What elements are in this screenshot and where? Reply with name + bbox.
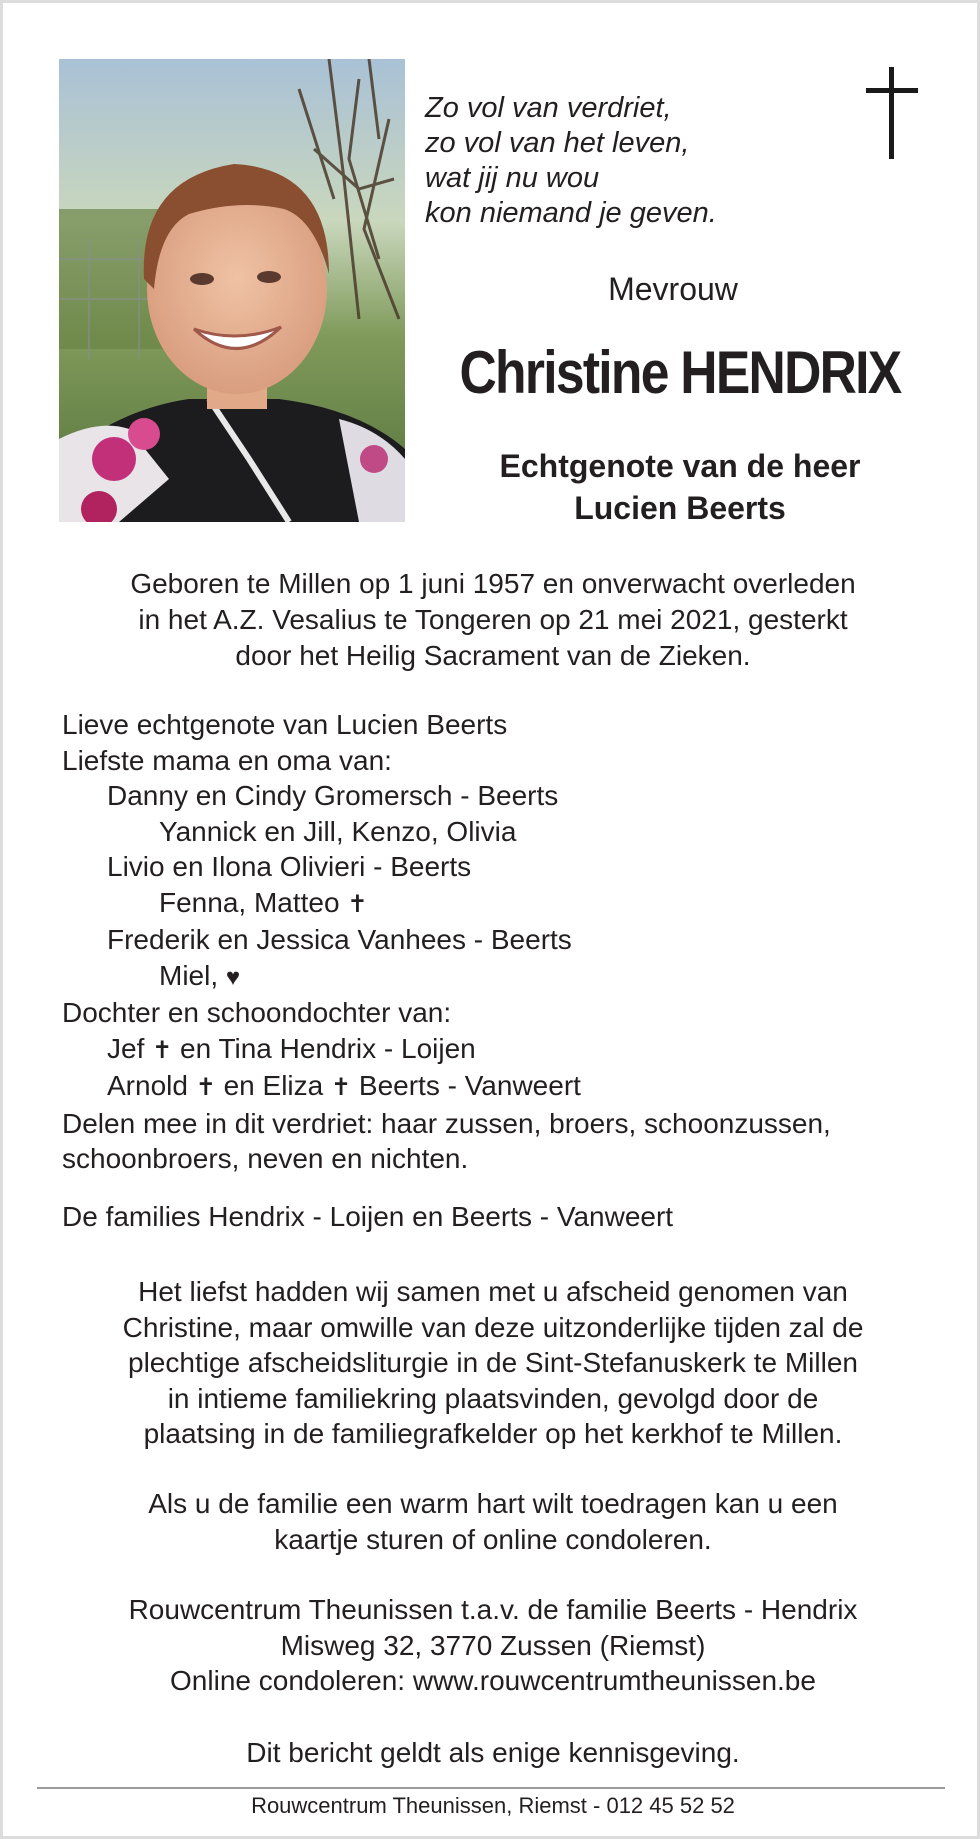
poem [425,91,717,231]
birth-line: in het A.Z. Vesalius te Tongeren op 21 mei 2021, gesterkt [138,604,848,635]
farewell-line: Het liefst hadden wij samen met u afscheid genomen van [138,1276,848,1307]
farewell-line: plaatsing in de familiegrafkelder op het kerkhof te Millen. [143,1418,843,1449]
contact-website: Online condoleren: www.rouwcentrumtheunissen.be [170,1665,816,1696]
parent-name: en Tina Hendrix - Loijen [180,1032,476,1064]
child-entry: Livio en Ilona Olivieri - Beerts [107,851,472,882]
contact-line: Rouwcentrum Theunissen t.a.v. de familie Beerts - Hendrix [128,1594,858,1625]
parents-entry [62,1068,831,1106]
poem-line: Zo vol van verdriet, [425,92,672,124]
share-line: Delen mee in dit verdriet: haar zussen, broers, schoonzussen, [62,1107,831,1139]
salutation: Mevrouw [608,271,738,307]
parent-name: en Eliza [223,1070,324,1101]
poem-line: zo vol van het leven, [425,127,690,159]
farewell-line: in intieme familiekring plaatsvinden, gevolgd door de [167,1382,819,1414]
footer-text: Rouwcentrum Theunissen, Riemst - 012 45 52 52 [251,1793,735,1818]
birth-line: door het Heilig Sacrament van de Zieken. [235,640,751,671]
birth-death-info [43,566,943,674]
parents-heading: Dochter en schoondochter van: [62,997,452,1028]
deceased-cross-icon: ✝ [331,1074,352,1101]
parent-name: Jef [107,1032,145,1064]
deceased-cross-icon: ✝ [152,1036,173,1064]
deceased-cross-icon: ✝ [195,1074,216,1101]
children-heading: Liefste mama en oma van: [62,744,392,776]
poem-line: kon niemand je geven. [425,197,717,229]
contact-address: Misweg 32, 3770 Zussen (Riemst) [280,1629,706,1661]
deceased-cross-icon: ✝ [347,890,368,918]
portrait-illustration [59,59,405,522]
parents-entry [62,1031,831,1069]
farewell-paragraph [43,1274,943,1452]
grandchildren-entry: Yannick en Jill, Kenzo, Olivia [159,815,517,847]
family-list [62,707,831,1177]
grandchildren-entry [62,958,831,996]
families-signature: De families Hendrix - Loijen en Beerts - Vanweert [62,1201,674,1232]
obituary-card [3,3,977,1836]
family-spouse: Lieve echtgenote van Lucien Beerts [62,709,508,740]
heart-icon: ♥ [225,963,241,991]
farewell-line: plechtige afscheidsliturgie in de Sint-Stefanuskerk te Millen [128,1347,858,1378]
child-entry: Frederik en Jessica Vanhees - Beerts [107,924,572,955]
spouse-info [423,445,937,529]
poem-line: wat jij nu wou [425,162,600,194]
cross-icon [864,63,924,163]
portrait-photo [59,59,405,522]
condolence-line: kaartje sturen of online condoleren. [274,1523,712,1555]
contact-info [43,1592,943,1699]
birth-line: Geboren te Millen op 1 juni 1957 en onverwacht overleden [130,568,856,599]
spouse-line: Echtgenote van de heer [499,448,861,484]
parent-name: Arnold [107,1070,188,1101]
grandchildren-entry [62,885,831,923]
grandchildren-names: Fenna, Matteo [159,886,340,918]
grandchildren-names: Miel, [159,959,219,991]
condolence-line: Als u de familie een warm hart wilt toedragen kan u een [148,1488,838,1519]
farewell-line: Christine, maar omwille van deze uitzonderlijke tijden zal de [122,1311,864,1343]
footer-divider [37,1787,945,1789]
child-entry: Danny en Cindy Gromersch - Beerts [107,780,559,811]
parent-name: Beerts - Vanweert [358,1070,581,1101]
spouse-line: Lucien Beerts [574,490,786,526]
share-line: schoonbroers, neven en nichten. [62,1143,469,1174]
notice-text: Dit bericht geldt als enige kennisgeving. [246,1737,740,1768]
deceased-name: Christine HENDRIX [459,339,901,406]
condolence-paragraph [43,1486,943,1557]
